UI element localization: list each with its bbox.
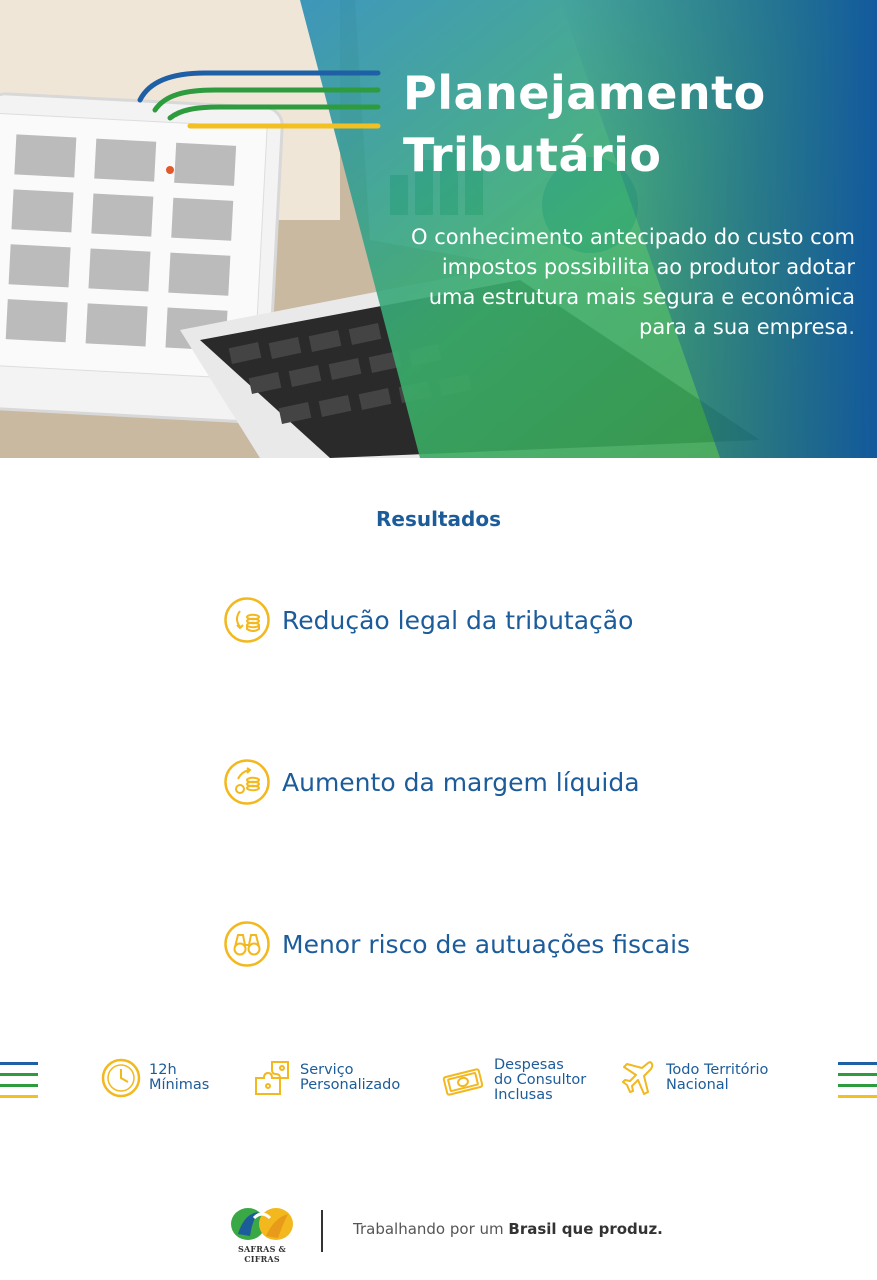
hero-title: [403, 62, 863, 186]
feature-territory: [622, 1058, 768, 1098]
feature-line: Personalizado: [300, 1077, 401, 1093]
left-stripes-icon: [0, 1062, 40, 1102]
coins-arrow-icon: [224, 597, 270, 643]
feature-line: Todo Território: [666, 1062, 769, 1078]
feature-line: 12h: [149, 1062, 177, 1078]
feature-line: Serviço: [300, 1062, 354, 1078]
binoculars-icon: [224, 921, 270, 967]
coins-growth-icon: [224, 759, 270, 805]
safras-cifras-logo-icon: [224, 1204, 300, 1244]
result-item-margin-increase: [224, 757, 640, 807]
hero-title-line2: Tributário: [403, 128, 662, 182]
feature-hours: [101, 1058, 209, 1098]
clock-icon: [101, 1058, 141, 1098]
result-item-label: Redução legal da tributação: [282, 605, 634, 635]
feature-line: Mínimas: [149, 1077, 210, 1093]
feature-personalized-text: [300, 1063, 400, 1093]
right-stripes-icon: [838, 1062, 877, 1102]
result-item-label: Menor risco de autuações fiscais: [282, 929, 691, 959]
feature-line: Inclusas: [494, 1087, 553, 1103]
airplane-icon: [622, 1058, 658, 1098]
puzzle-icon: [252, 1058, 292, 1098]
footer-divider: [321, 1210, 323, 1252]
feature-expenses-text: [494, 1058, 586, 1103]
money-icon: [442, 1061, 486, 1101]
feature-territory-text: [666, 1063, 768, 1093]
result-item-lower-risk: [224, 919, 690, 969]
slogan-prefix: Trabalhando por um: [353, 1220, 509, 1238]
feature-personalized: [252, 1058, 400, 1098]
slogan-bold: Brasil que produz.: [508, 1220, 663, 1238]
result-item-label: Aumento da margem líquida: [282, 767, 640, 797]
feature-expenses: [442, 1058, 586, 1103]
footer-slogan: [353, 1220, 663, 1238]
footer-brand: SAFRAS & CIFRAS: [238, 1244, 286, 1264]
feature-line: Nacional: [666, 1077, 729, 1093]
feature-line: do Consultor: [494, 1072, 587, 1088]
result-item-tax-reduction: [224, 595, 633, 645]
results-title: Resultados: [376, 507, 501, 531]
feature-line: Despesas: [494, 1057, 564, 1073]
hero-description: O conhecimento antecipado do custo com impostos possibilita ao produtor adotar uma estrutura mais segura e econômica para a sua empresa.: [411, 225, 855, 339]
hero-banner: [0, 0, 877, 458]
hero-title-line1: Planejamento: [403, 66, 766, 120]
feature-hours-text: [149, 1063, 209, 1093]
